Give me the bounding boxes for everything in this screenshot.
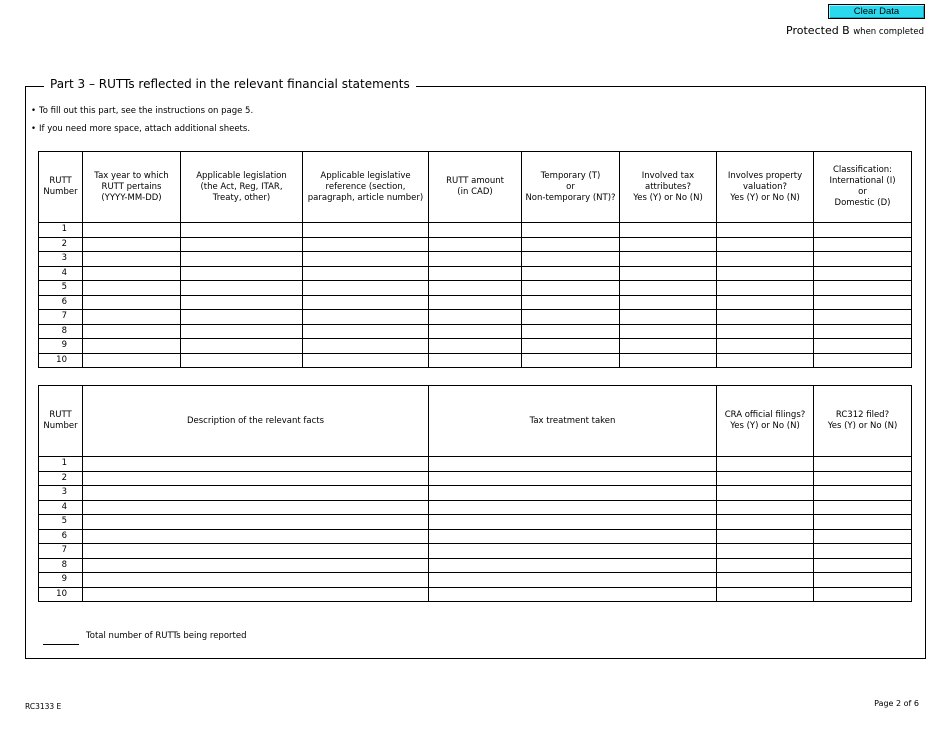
input-cell[interactable]	[814, 573, 912, 588]
input-cell[interactable]	[620, 324, 717, 339]
input-cell[interactable]	[83, 339, 181, 354]
rutt-number-cell: 1	[39, 223, 83, 238]
header-line: or	[858, 187, 867, 197]
input-cell[interactable]	[83, 266, 181, 281]
input-cell[interactable]	[429, 353, 522, 368]
input-cell[interactable]	[620, 237, 717, 252]
table-row	[39, 573, 912, 588]
table-row	[39, 353, 912, 368]
input-cell[interactable]	[814, 544, 912, 559]
input-cell[interactable]	[429, 515, 717, 530]
header-line: Tax treatment taken	[529, 415, 616, 426]
table-row	[39, 252, 912, 267]
input-cell[interactable]	[429, 529, 717, 544]
input-cell[interactable]	[717, 558, 814, 573]
input-cell[interactable]	[303, 324, 429, 339]
rutt-number-cell: 8	[39, 558, 83, 573]
table-row	[39, 558, 912, 573]
input-cell[interactable]	[83, 324, 181, 339]
input-cell[interactable]	[429, 266, 522, 281]
rutt-number-cell: 2	[39, 237, 83, 252]
rutt-number-cell: 7	[39, 544, 83, 559]
table-row	[39, 281, 912, 296]
input-cell[interactable]	[814, 223, 912, 238]
table-row	[39, 339, 912, 354]
rutt-number-cell: 4	[39, 266, 83, 281]
column-header	[83, 386, 429, 457]
input-cell[interactable]	[83, 281, 181, 296]
input-cell[interactable]	[303, 310, 429, 325]
rutt-number-cell: 9	[39, 339, 83, 354]
header-line: Domestic (D)	[834, 198, 891, 208]
input-cell[interactable]	[83, 223, 181, 238]
header-line: or	[566, 181, 575, 192]
input-cell[interactable]	[429, 558, 717, 573]
header-line: Number	[43, 421, 78, 431]
input-cell[interactable]	[181, 339, 303, 354]
column-header	[303, 152, 429, 223]
input-cell[interactable]	[717, 310, 814, 325]
rutt-facts-table	[38, 385, 912, 602]
input-cell[interactable]	[814, 324, 912, 339]
header-line: Non-temporary (NT)?	[525, 192, 616, 203]
header-line: Involves property	[727, 170, 803, 181]
header-line: paragraph, article number)	[307, 192, 424, 203]
input-cell[interactable]	[814, 529, 912, 544]
input-cell[interactable]	[814, 558, 912, 573]
input-cell[interactable]	[83, 500, 429, 515]
header-line: Description of the relevant facts	[186, 415, 325, 426]
input-cell[interactable]	[717, 486, 814, 501]
input-cell[interactable]	[717, 339, 814, 354]
input-cell[interactable]	[83, 457, 429, 472]
table-row	[39, 457, 912, 472]
input-cell[interactable]	[814, 500, 912, 515]
rutt-number-cell: 6	[39, 295, 83, 310]
input-cell[interactable]	[83, 353, 181, 368]
input-cell[interactable]	[814, 310, 912, 325]
header-line: International (I)	[829, 176, 896, 186]
input-cell[interactable]	[429, 324, 522, 339]
input-cell[interactable]	[522, 223, 620, 238]
input-cell[interactable]	[83, 310, 181, 325]
input-cell[interactable]	[522, 324, 620, 339]
input-cell[interactable]	[620, 339, 717, 354]
header-line: Applicable legislative	[320, 170, 411, 181]
part3-title: Part 3 – RUTTs reflected in the relevant financial statements	[44, 77, 416, 91]
rutt-number-cell: 3	[39, 486, 83, 501]
input-cell[interactable]	[717, 529, 814, 544]
clear-data-button[interactable]: Clear Data	[828, 4, 925, 19]
input-cell[interactable]	[717, 324, 814, 339]
header-line: Treaty, other)	[212, 192, 271, 203]
header-line: CRA official filings?	[724, 410, 806, 420]
input-cell[interactable]	[814, 237, 912, 252]
table-row	[39, 515, 912, 530]
input-cell[interactable]	[814, 457, 912, 472]
input-cell[interactable]	[717, 471, 814, 486]
rutt-number-cell: 10	[39, 353, 83, 368]
input-cell[interactable]	[522, 295, 620, 310]
bullet-text: If you need more space, attach additional sheets.	[39, 124, 251, 134]
input-cell[interactable]	[83, 558, 429, 573]
input-cell[interactable]	[181, 353, 303, 368]
input-cell[interactable]	[303, 295, 429, 310]
input-cell[interactable]	[83, 486, 429, 501]
header-line: RUTT pertains	[101, 181, 162, 192]
header-line: (in CAD)	[457, 187, 493, 197]
input-cell[interactable]	[814, 266, 912, 281]
input-cell[interactable]	[429, 252, 522, 267]
protected-main: Protected B	[786, 24, 850, 37]
input-cell[interactable]	[429, 223, 522, 238]
column-header	[429, 386, 717, 457]
input-cell[interactable]	[83, 237, 181, 252]
input-cell[interactable]	[717, 237, 814, 252]
column-header	[814, 386, 912, 457]
rutt-number-cell: 1	[39, 457, 83, 472]
input-cell[interactable]	[717, 515, 814, 530]
input-cell[interactable]	[429, 573, 717, 588]
table-row	[39, 223, 912, 238]
input-cell[interactable]	[522, 266, 620, 281]
table-row	[39, 587, 912, 602]
input-cell[interactable]	[303, 237, 429, 252]
protected-b-label	[786, 24, 924, 37]
input-cell[interactable]	[717, 281, 814, 296]
input-cell[interactable]	[83, 544, 429, 559]
input-cell[interactable]	[717, 353, 814, 368]
column-header	[620, 152, 717, 223]
header-line: (YYYY-MM-DD)	[101, 192, 162, 203]
header-line: Yes (Y) or No (N)	[730, 421, 800, 431]
input-cell[interactable]	[83, 295, 181, 310]
rutt-number-cell: 7	[39, 310, 83, 325]
input-cell[interactable]	[83, 515, 429, 530]
input-cell[interactable]	[181, 310, 303, 325]
instruction-bullet-2: • If you need more space, attach additional sheets.	[31, 124, 251, 134]
input-cell[interactable]	[83, 573, 429, 588]
table-row	[39, 324, 912, 339]
input-cell[interactable]	[429, 587, 717, 602]
input-cell[interactable]	[620, 281, 717, 296]
table-row	[39, 310, 912, 325]
input-cell[interactable]	[717, 295, 814, 310]
header-line: Tax year to which	[94, 170, 169, 181]
input-cell[interactable]	[429, 339, 522, 354]
input-cell[interactable]	[814, 339, 912, 354]
input-cell[interactable]	[303, 252, 429, 267]
input-cell[interactable]	[429, 500, 717, 515]
input-cell[interactable]	[181, 237, 303, 252]
input-cell[interactable]	[303, 266, 429, 281]
header-line: attributes?	[644, 181, 691, 192]
column-header	[522, 152, 620, 223]
input-cell[interactable]	[429, 237, 522, 252]
table-row	[39, 237, 912, 252]
input-cell[interactable]	[429, 310, 522, 325]
input-cell[interactable]	[83, 252, 181, 267]
column-header	[429, 152, 522, 223]
header-line: RC312 filed?	[835, 410, 890, 420]
header-line: Yes (Y) or No (N)	[633, 192, 703, 203]
input-cell[interactable]	[620, 266, 717, 281]
input-cell[interactable]	[83, 587, 429, 602]
column-header	[717, 152, 814, 223]
input-cell[interactable]	[717, 266, 814, 281]
input-cell[interactable]	[717, 223, 814, 238]
input-cell[interactable]	[522, 252, 620, 267]
protected-sub: when completed	[853, 27, 924, 37]
table-row	[39, 295, 912, 310]
input-cell[interactable]	[522, 281, 620, 296]
input-cell[interactable]	[429, 281, 522, 296]
input-cell[interactable]	[620, 310, 717, 325]
rutt-number-cell: 4	[39, 500, 83, 515]
total-rutts-field[interactable]	[43, 644, 79, 645]
rutt-number-cell: 6	[39, 529, 83, 544]
input-cell[interactable]	[83, 529, 429, 544]
column-header	[83, 152, 181, 223]
input-cell[interactable]	[429, 544, 717, 559]
table-row	[39, 500, 912, 515]
total-rutts-label: Total number of RUTTs being reported	[86, 631, 247, 641]
input-cell[interactable]	[717, 500, 814, 515]
table-row	[39, 529, 912, 544]
header-line: RUTT	[49, 410, 72, 420]
header-line: RUTT amount	[446, 176, 504, 186]
input-cell[interactable]	[303, 281, 429, 296]
input-cell[interactable]	[620, 223, 717, 238]
input-cell[interactable]	[83, 471, 429, 486]
rutt-number-cell: 9	[39, 573, 83, 588]
input-cell[interactable]	[717, 573, 814, 588]
input-cell[interactable]	[303, 353, 429, 368]
input-cell[interactable]	[181, 266, 303, 281]
header-line: Applicable legislation	[196, 170, 287, 181]
header-line: RUTT	[49, 176, 72, 186]
header-line: Number	[43, 187, 78, 197]
instruction-bullet-1: • To fill out this part, see the instructions on page 5.	[31, 106, 254, 116]
input-cell[interactable]	[717, 252, 814, 267]
column-header	[814, 152, 912, 223]
input-cell[interactable]	[814, 471, 912, 486]
rutt-number-cell: 2	[39, 471, 83, 486]
input-cell[interactable]	[181, 324, 303, 339]
input-cell[interactable]	[429, 486, 717, 501]
bullet-text: To fill out this part, see the instructions on page 5.	[39, 106, 254, 116]
rutt-number-cell: 10	[39, 587, 83, 602]
rutt-number-cell: 5	[39, 281, 83, 296]
input-cell[interactable]	[814, 587, 912, 602]
column-header	[39, 386, 83, 457]
input-cell[interactable]	[181, 295, 303, 310]
table-row	[39, 471, 912, 486]
input-cell[interactable]	[522, 353, 620, 368]
input-cell[interactable]	[522, 237, 620, 252]
table-row	[39, 544, 912, 559]
header-line: Classification:	[832, 165, 893, 175]
header-line: (the Act, Reg, ITAR,	[200, 181, 283, 192]
column-header	[181, 152, 303, 223]
input-cell[interactable]	[717, 544, 814, 559]
input-cell[interactable]	[814, 486, 912, 501]
input-cell[interactable]	[814, 295, 912, 310]
input-cell[interactable]	[814, 353, 912, 368]
rutt-number-cell: 3	[39, 252, 83, 267]
rutt-details-table	[38, 151, 912, 368]
input-cell[interactable]	[620, 353, 717, 368]
page-number: Page 2 of 6	[874, 699, 919, 708]
header-line: Temporary (T)	[540, 170, 601, 181]
input-cell[interactable]	[429, 457, 717, 472]
header-line: reference (section,	[325, 181, 406, 192]
input-cell[interactable]	[814, 252, 912, 267]
form-id: RC3133 E	[25, 702, 62, 711]
input-cell[interactable]	[181, 223, 303, 238]
column-header	[717, 386, 814, 457]
input-cell[interactable]	[522, 339, 620, 354]
input-cell[interactable]	[717, 457, 814, 472]
header-line: valuation?	[743, 181, 787, 192]
table-row	[39, 486, 912, 501]
input-cell[interactable]	[303, 223, 429, 238]
input-cell[interactable]	[814, 281, 912, 296]
input-cell[interactable]	[181, 281, 303, 296]
rutt-number-cell: 5	[39, 515, 83, 530]
header-line: Yes (Y) or No (N)	[730, 192, 800, 203]
input-cell[interactable]	[429, 295, 522, 310]
input-cell[interactable]	[522, 310, 620, 325]
input-cell[interactable]	[814, 515, 912, 530]
input-cell[interactable]	[620, 295, 717, 310]
rutt-number-cell: 8	[39, 324, 83, 339]
input-cell[interactable]	[429, 471, 717, 486]
table-row	[39, 266, 912, 281]
header-line: Yes (Y) or No (N)	[827, 421, 898, 431]
input-cell[interactable]	[717, 587, 814, 602]
header-line: Involved tax	[641, 170, 695, 181]
input-cell[interactable]	[303, 339, 429, 354]
input-cell[interactable]	[181, 252, 303, 267]
column-header	[39, 152, 83, 223]
input-cell[interactable]	[620, 252, 717, 267]
